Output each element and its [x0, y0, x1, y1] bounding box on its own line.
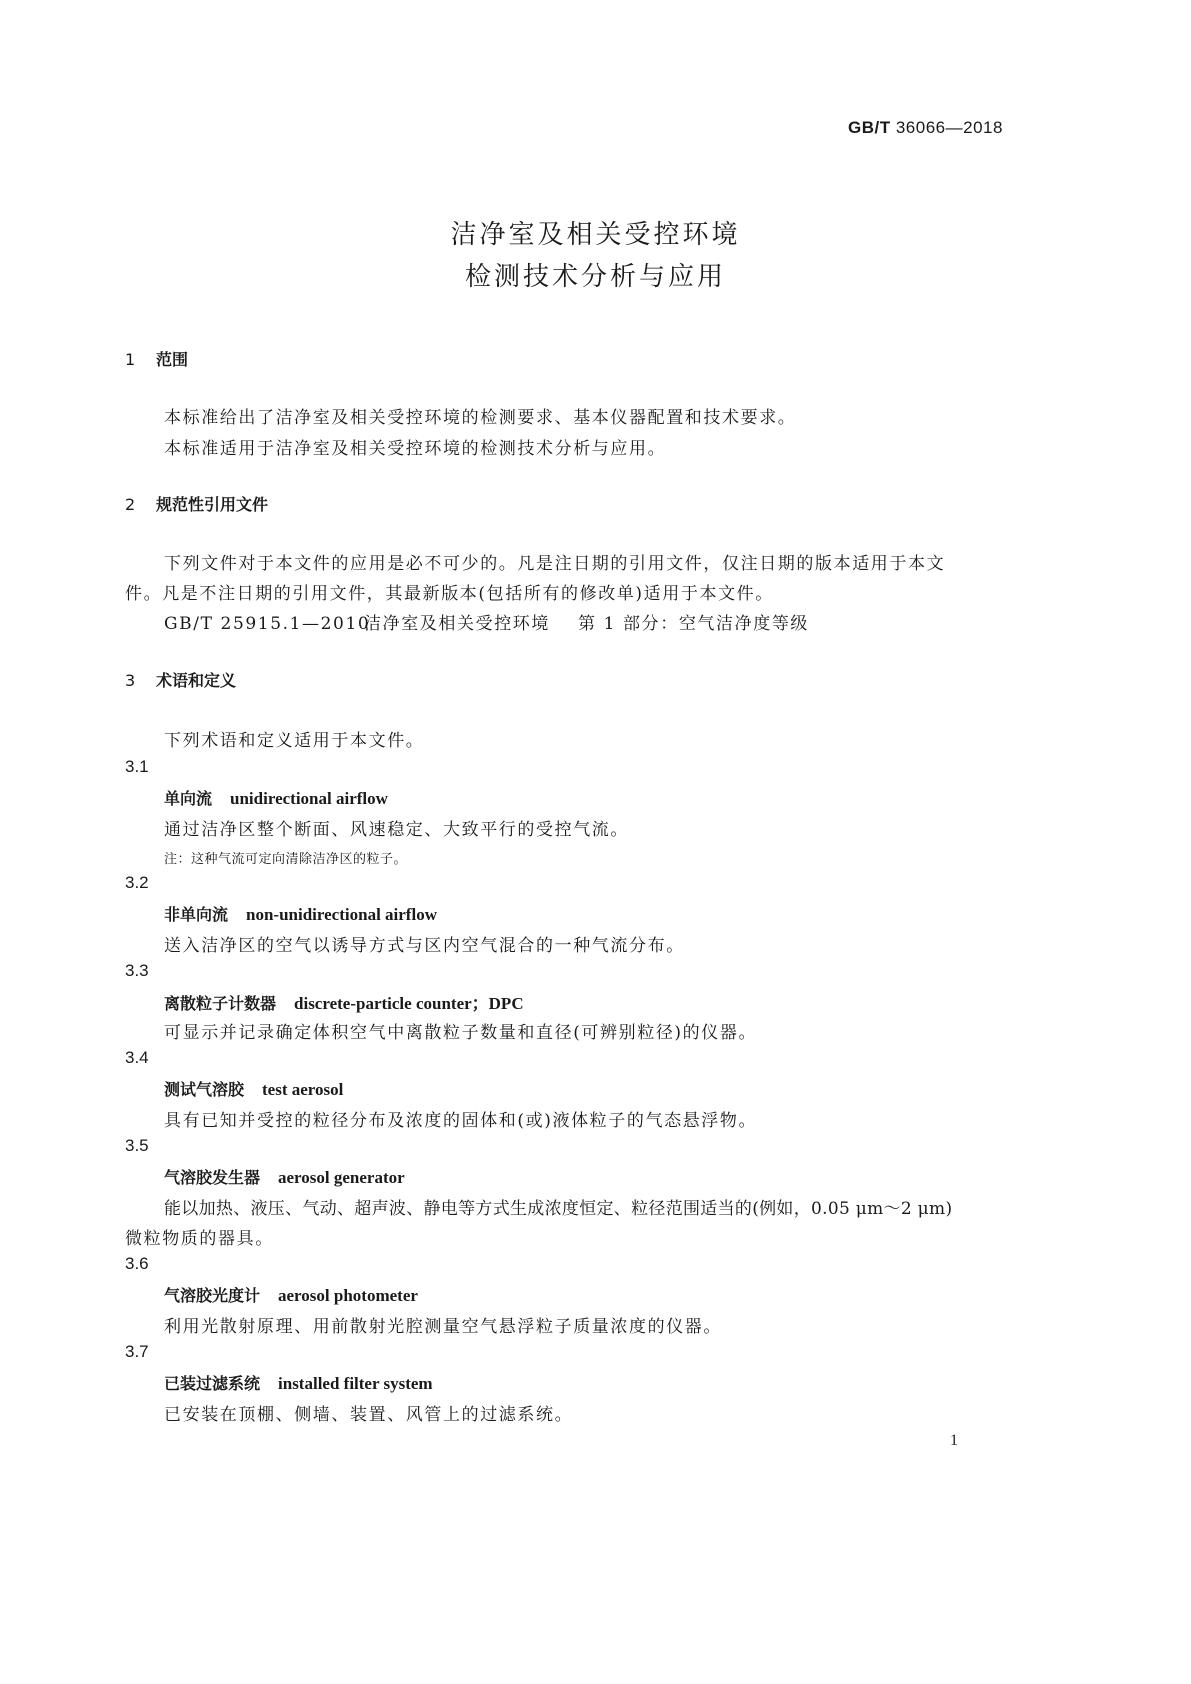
term-number: 3.7	[125, 1342, 149, 1361]
standard-code: 36066—2018	[895, 118, 1003, 137]
term-definition: 可显示并记录确定体积空气中离散粒子数量和直径(可辨别粒径)的仪器。	[164, 1023, 758, 1043]
standard-number	[848, 118, 1003, 138]
section-title: 术语和定义	[156, 671, 237, 690]
page-number: 1	[950, 1432, 958, 1449]
section-title: 范围	[156, 350, 189, 369]
section-number: 3	[125, 671, 136, 690]
term-number: 3.6	[125, 1254, 149, 1273]
term-number: 3.2	[125, 873, 149, 892]
term-number: 3.3	[125, 961, 149, 980]
term-heading	[164, 1165, 405, 1188]
term-english: discrete-particle counter；DPC	[294, 994, 524, 1013]
term-chinese: 测试气溶胶	[164, 1080, 245, 1099]
section-3-intro: 下列术语和定义适用于本文件。	[164, 731, 425, 751]
term-heading	[164, 1283, 418, 1306]
term-chinese: 离散粒子计数器	[164, 994, 277, 1013]
term-definition: 利用光散射原理、用前散射光腔测量空气悬浮粒子质量浓度的仪器。	[164, 1317, 722, 1337]
section-1-paragraph-2: 本标准适用于洁净室及相关受控环境的检测技术分析与应用。	[164, 439, 667, 459]
term-definition: 具有已知并受控的粒径分布及浓度的固体和(或)液体粒子的气态悬浮物。	[164, 1111, 758, 1131]
section-3-heading	[125, 668, 236, 691]
term-heading	[164, 1077, 343, 1100]
term-definition: 已安装在顶棚、侧墙、装置、风管上的过滤系统。	[164, 1405, 574, 1425]
term-english: installed filter system	[278, 1374, 433, 1393]
standard-prefix: GB/T	[848, 118, 891, 137]
reference-title: 洁净室及相关受控环境	[364, 614, 550, 634]
term-english: aerosol photometer	[278, 1286, 418, 1305]
term-english: non-unidirectional airflow	[246, 905, 437, 924]
normative-reference	[164, 609, 809, 634]
section-2-paragraph-line1: 下列文件对于本文件的应用是必不可少的。凡是注日期的引用文件，仅注日期的版本适用于本文	[164, 554, 946, 574]
term-definition: 能以加热、液压、气动、超声波、静电等方式生成浓度恒定、粒径范围适当的(例如，0.05 μm～2 μm)	[164, 1199, 953, 1219]
term-number: 3.5	[125, 1136, 149, 1155]
section-2-paragraph-line2: 件。凡是不注日期的引用文件，其最新版本(包括所有的修改单)适用于本文件。	[125, 584, 774, 604]
section-1-paragraph-1: 本标准给出了洁净室及相关受控环境的检测要求、基本仪器配置和技术要求。	[164, 408, 797, 428]
term-heading	[164, 989, 524, 1014]
section-1-heading	[125, 347, 188, 370]
section-2-heading	[125, 492, 268, 515]
term-english: aerosol generator	[278, 1168, 405, 1187]
term-heading	[164, 786, 388, 809]
term-definition: 送入洁净区的空气以诱导方式与区内空气混合的一种气流分布。	[164, 936, 685, 956]
term-heading	[164, 902, 437, 925]
term-chinese: 气溶胶光度计	[164, 1286, 261, 1305]
term-definition: 通过洁净区整个断面、风速稳定、大致平行的受控气流。	[164, 820, 629, 840]
term-english: test aerosol	[262, 1080, 344, 1099]
section-title: 规范性引用文件	[156, 495, 269, 514]
section-number: 2	[125, 495, 136, 514]
term-number: 3.1	[125, 757, 149, 776]
term-definition-continued: 微粒物质的器具。	[125, 1229, 274, 1249]
term-note: 注：这种气流可定向清除洁净区的粒子。	[164, 852, 408, 867]
term-chinese: 已装过滤系统	[164, 1374, 261, 1393]
document-title-line2: 检测技术分析与应用	[464, 262, 726, 292]
section-number: 1	[125, 350, 136, 369]
term-chinese: 气溶胶发生器	[164, 1168, 261, 1187]
term-chinese: 非单向流	[164, 905, 229, 924]
reference-part: 第 1 部分：空气洁净度等级	[578, 614, 810, 634]
term-chinese: 单向流	[164, 789, 213, 808]
document-title-line1: 洁净室及相关受控环境	[450, 220, 741, 250]
term-english: unidirectional airflow	[230, 789, 388, 808]
term-number: 3.4	[125, 1048, 149, 1067]
term-heading	[164, 1371, 433, 1394]
reference-code: GB/T 25915.1—2010	[164, 614, 371, 634]
